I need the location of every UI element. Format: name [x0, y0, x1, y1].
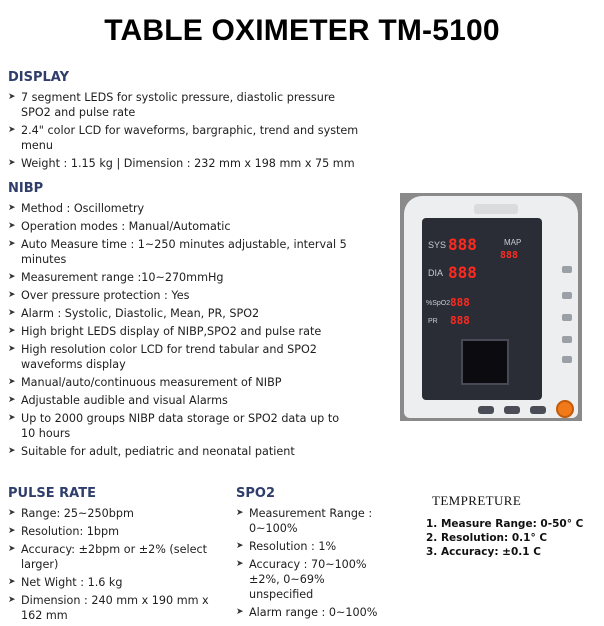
list-item: 3. Accuracy: ±0.1 C — [426, 546, 541, 558]
list-item: ➤ Net Wight : 1.6 kg — [8, 576, 123, 589]
bullet-arrow-icon: ➤ — [236, 607, 244, 617]
list-item: ➤ Measurement Range : 0~100% — [236, 507, 373, 535]
bullet-arrow-icon: ➤ — [8, 125, 16, 135]
bullet-arrow-icon: ➤ — [8, 395, 16, 405]
nibp-heading: NIBP — [8, 181, 44, 196]
side-button[interactable] — [562, 266, 572, 273]
map-label: MAP — [504, 238, 522, 247]
bullet-arrow-icon: ➤ — [8, 92, 16, 102]
bullet-arrow-icon: ➤ — [8, 239, 16, 249]
map-led-display: 888 — [500, 250, 519, 261]
power-button-icon[interactable] — [556, 400, 574, 418]
oximeter-device-image — [400, 193, 582, 421]
bullet-arrow-icon: ➤ — [8, 326, 16, 336]
spo2-led-display: 888 — [450, 296, 470, 309]
bullet-arrow-icon: ➤ — [8, 344, 16, 354]
bullet-arrow-icon: ➤ — [8, 508, 16, 518]
list-item: ➤ Method : Oscillometry — [8, 202, 145, 215]
side-button[interactable] — [562, 336, 572, 343]
list-item: ➤ Accuracy : 70~100% ±2%, 0~69% unspecified — [236, 558, 367, 601]
bullet-arrow-icon: ➤ — [8, 221, 16, 231]
lcd-screen — [461, 339, 509, 385]
list-item: ➤ Operation modes : Manual/Automatic — [8, 220, 231, 233]
pulse-rate-heading: PULSE RATE — [8, 486, 96, 501]
side-button[interactable] — [562, 356, 572, 363]
bullet-arrow-icon: ➤ — [8, 272, 16, 282]
list-item: ➤ Dimension : 240 mm x 190 mm x 162 mm — [8, 594, 209, 622]
list-item: ➤ Measurement range :10~270mmHg — [8, 271, 224, 284]
list-item: ➤ Manual/auto/continuous measurement of NIBP — [8, 376, 282, 389]
sys-led-display: 888 — [448, 235, 477, 254]
list-item: ➤ 7 segment LEDS for systolic pressure, diastolic pressure SPO2 and pulse rate — [8, 91, 336, 119]
display-heading: DISPLAY — [8, 70, 70, 85]
list-item: ➤ Resolution: 1bpm — [8, 525, 119, 538]
list-item: 2. Resolution: 0.1° C — [426, 532, 548, 544]
temperature-list — [426, 517, 583, 559]
list-item: ➤ Over pressure protection : Yes — [8, 289, 190, 302]
list-item: ➤ Adjustable audible and visual Alarms — [8, 394, 228, 407]
list-item: ➤ Range: 25~250bpm — [8, 507, 134, 520]
list-item: ➤ 2.4" color LCD for waveforms, bargraphic, trend and system menu — [8, 124, 359, 152]
list-item: ➤ Alarm : Systolic, Diastolic, Mean, PR, SPO2 — [8, 307, 260, 320]
pulse-rate-list — [8, 506, 233, 626]
spo2-label: %SpO2 — [426, 300, 451, 307]
device-handle — [474, 204, 518, 214]
pr-label: PR — [428, 318, 438, 325]
device-case — [404, 196, 578, 418]
list-item: ➤ Accuracy: ±2bpm or ±2% (select larger) — [8, 543, 208, 571]
spo2-heading: SPO2 — [236, 486, 275, 501]
front-button[interactable] — [530, 406, 546, 414]
bullet-arrow-icon: ➤ — [8, 308, 16, 318]
bullet-arrow-icon: ➤ — [8, 446, 16, 456]
list-item: ➤ High bright LEDS display of NIBP,SPO2 and pulse rate — [8, 325, 322, 338]
bullet-arrow-icon: ➤ — [236, 559, 244, 569]
list-item: ➤ Up to 2000 groups NIBP data storage or SPO2 data up to 10 hours — [8, 412, 340, 440]
bullet-arrow-icon: ➤ — [8, 577, 16, 587]
list-item: ➤ Weight : 1.15 kg | Dimension : 232 mm x 198 mm x 75 mm — [8, 157, 355, 170]
front-button[interactable] — [504, 406, 520, 414]
bullet-arrow-icon: ➤ — [8, 595, 16, 605]
pr-led-display: 888 — [450, 314, 470, 327]
display-list — [8, 90, 363, 174]
bullet-arrow-icon: ➤ — [8, 526, 16, 536]
bullet-arrow-icon: ➤ — [236, 541, 244, 551]
nibp-list — [8, 201, 348, 462]
list-item: ➤ Auto Measure time : 1~250 minutes adjustable, interval 5 minutes — [8, 238, 347, 266]
bullet-arrow-icon: ➤ — [8, 544, 16, 554]
list-item: ➤ Resolution : 1% — [236, 540, 337, 553]
dia-label: DIA — [428, 268, 444, 278]
bullet-arrow-icon: ➤ — [8, 413, 16, 423]
list-item: ➤ Alarm range : 0~100% — [236, 606, 378, 619]
bullet-arrow-icon: ➤ — [8, 158, 16, 168]
side-button[interactable] — [562, 314, 572, 321]
sys-label: SYS — [428, 240, 447, 250]
list-item: ➤ High resolution color LCD for trend tabular and SPO2 waveforms display — [8, 343, 317, 371]
bullet-arrow-icon: ➤ — [236, 508, 244, 518]
page-title: TABLE OXIMETER TM-5100 — [104, 14, 500, 47]
side-button[interactable] — [562, 292, 572, 299]
dia-led-display: 888 — [448, 263, 477, 282]
bullet-arrow-icon: ➤ — [8, 290, 16, 300]
front-button[interactable] — [478, 406, 494, 414]
bullet-arrow-icon: ➤ — [8, 203, 16, 213]
bullet-arrow-icon: ➤ — [8, 377, 16, 387]
temperature-heading: TEMPRETURE — [432, 493, 522, 508]
list-item: 1. Measure Range: 0-50° C — [426, 518, 584, 530]
spo2-list — [236, 506, 386, 623]
list-item: ➤ Suitable for adult, pediatric and neonatal patient — [8, 445, 295, 458]
